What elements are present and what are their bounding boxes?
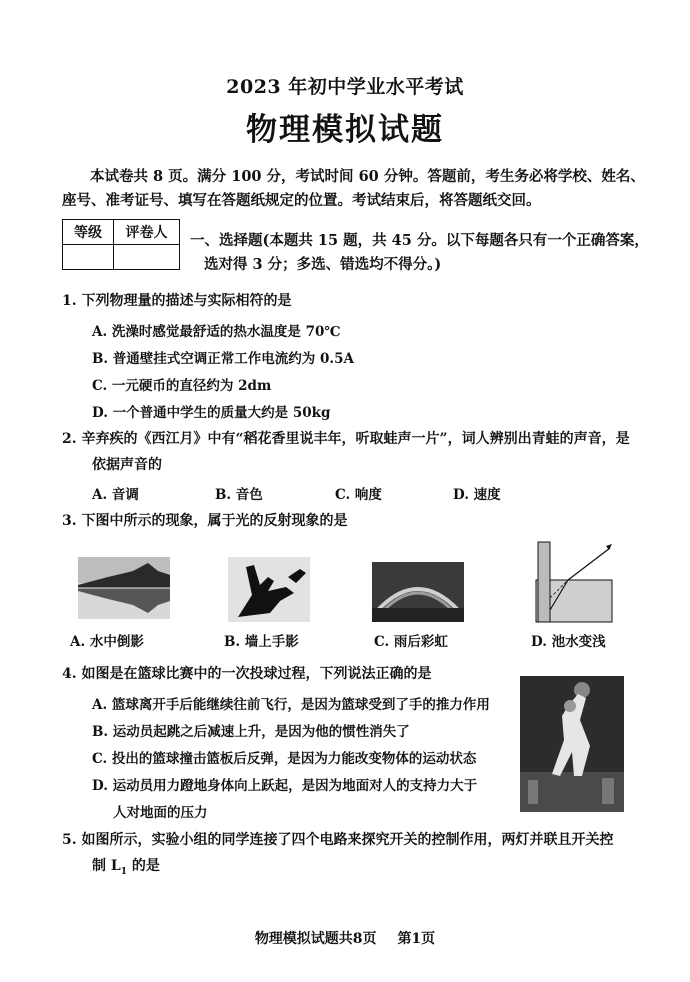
score-table-cell-grader — [114, 245, 180, 270]
image-pool-shallow-diagram — [526, 540, 618, 624]
question-2-option-d: D. 速度 — [453, 487, 501, 503]
score-table — [62, 219, 180, 270]
question-1-option-c: C. 一元硬币的直径约为 2dm — [92, 378, 272, 394]
image-water-reflection — [78, 557, 170, 619]
question-2-option-c: C. 响度 — [335, 487, 382, 503]
question-1-stem: 1. 下列物理量的描述与实际相符的是 — [62, 293, 292, 309]
image-hand-shadow — [228, 557, 310, 622]
question-3 — [62, 511, 348, 531]
question-1-option-d: D. 一个普通中学生的质量大约是 50kg — [92, 405, 331, 421]
page-footer — [0, 928, 690, 948]
image-basketball-player — [520, 676, 624, 812]
score-table-cell-grade — [63, 245, 114, 270]
question-4-option-d-cont: 人对地面的压力 — [113, 805, 208, 821]
section-heading-line2: 选对得 3 分；多选、错选均不得分。) — [204, 256, 442, 273]
question-3-stem: 3. 下图中所示的现象，属于光的反射现象的是 — [62, 513, 348, 529]
question-2 — [62, 429, 662, 449]
footer-total-pages: 物理模拟试题共8页 — [254, 931, 377, 947]
question-5-stem-line1: 5. 如图所示，实验小组的同学连接了四个电路来探究开关的控制作用，两灯并联且开关控 — [62, 832, 614, 848]
question-4-option-d: D. 运动员用力蹬地身体向上跃起，是因为地面对人的支持力大于 — [92, 778, 478, 794]
question-5-stem-line2: 制 $L_1$ 的是 — [92, 858, 160, 877]
section-heading-line1: 一、选择题(本题共 15 题，共 45 分。以下每题各只有一个正确答案， — [190, 232, 649, 249]
subject-title: 物理模拟试题 — [246, 112, 444, 148]
question-1 — [62, 291, 292, 311]
question-4 — [62, 664, 432, 684]
question-3-caption-a: A. 水中倒影 — [70, 634, 144, 650]
question-2-stem-cont — [92, 455, 162, 475]
image-rainbow — [372, 562, 464, 622]
question-2-option-a: A. 音调 — [92, 487, 139, 503]
question-2-stem-line2: 依据声音的 — [92, 457, 162, 473]
question-5 — [62, 830, 662, 850]
question-2-stem-line1: 2. 辛弃疾的《西江月》中有“稻花香里说丰年，听取蛙声一片”，词人辨别出青蛙的声音，是 — [62, 431, 630, 447]
question-3-caption-d: D. 池水变浅 — [531, 634, 606, 650]
question-4-stem: 4. 如图是在篮球比赛中的一次投球过程，下列说法正确的是 — [62, 666, 432, 682]
section-heading — [190, 229, 660, 277]
question-2-option-b: B. 音色 — [215, 487, 263, 503]
score-table-header-grader: 评卷人 — [114, 220, 180, 245]
question-3-caption-b: B. 墙上手影 — [224, 634, 299, 650]
question-1-option-a: A. 洗澡时感觉最舒适的热水温度是 70℃ — [92, 324, 341, 340]
question-5-stem-cont — [92, 856, 160, 882]
intro-paragraph: 本试卷共 8 页。满分 100 分，考试时间 60 分钟。答题前，考生务必将学校、姓名、座号、准考证号、填写在答题纸规定的位置。考试结束后，将答题纸交回。 — [62, 168, 645, 209]
question-4-option-a: A. 篮球离开手后能继续往前飞行，是因为篮球受到了手的推力作用 — [92, 697, 490, 713]
footer-page-number: 第1页 — [397, 931, 436, 947]
question-3-caption-c: C. 雨后彩虹 — [374, 634, 448, 650]
exam-title: 2023 年初中学业水平考试 — [226, 76, 464, 98]
question-1-option-b: B. 普通壁挂式空调正常工作电流约为 0.5A — [92, 351, 354, 367]
question-4-option-b: B. 运动员起跳之后减速上升，是因为他的惯性消失了 — [92, 724, 410, 740]
question-4-option-c: C. 投出的篮球撞击篮板后反弹，是因为力能改变物体的运动状态 — [92, 751, 477, 767]
score-table-header-grade: 等级 — [63, 220, 114, 245]
